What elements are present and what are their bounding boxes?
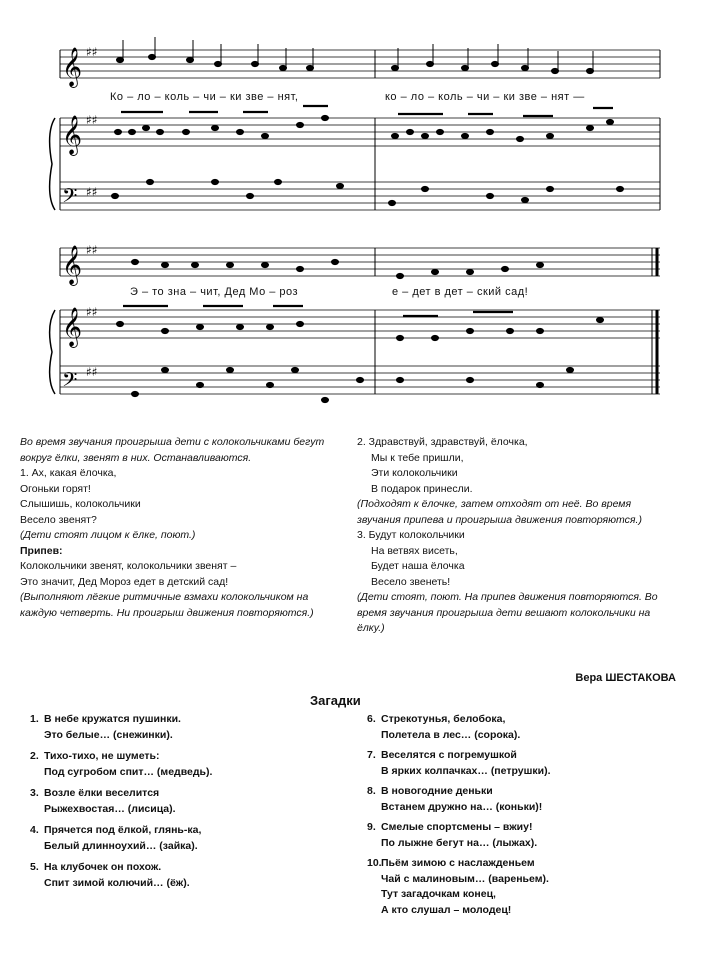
riddle-line	[30, 728, 212, 744]
riddle-text: Тихо-тихо, не шуметь:	[44, 750, 160, 762]
lyrics-line2-b: е – дет в дет – ский сад!	[392, 286, 529, 298]
riddle-line	[367, 856, 551, 872]
stage-note: (Выполняют лёгкие ритмичные взмахи колокольчиком на каждую четверть. Ни проигрыш движения повторяются.)	[20, 591, 314, 619]
riddle-line	[367, 748, 551, 764]
riddle-line	[367, 820, 551, 836]
riddle-line	[367, 784, 551, 800]
verse-line: 1. Ах, какая ёлочка,	[20, 467, 117, 479]
riddle-item	[367, 856, 551, 918]
riddle-number: 9.	[367, 821, 376, 833]
riddle-text: Смелые спортсмены – вжиу!	[381, 821, 533, 833]
riddle-item	[30, 712, 212, 743]
riddle-text: Стрекотунья, белобока,	[381, 713, 506, 725]
verse-line: Будет наша ёлочка	[371, 560, 465, 572]
svg-text:𝄢: 𝄢	[62, 368, 78, 396]
riddle-text: Встанем дружно на… (коньки)!	[381, 800, 543, 813]
chorus-label: Припев:	[20, 544, 63, 557]
riddle-line	[30, 860, 212, 876]
verse-line: Эти колокольчики	[371, 467, 458, 479]
riddle-text: Прячется под ёлкой, глянь-ка,	[44, 824, 202, 836]
chorus-line: Колокольчики звенят, колокольчики звенят –	[20, 560, 237, 572]
riddle-text: На клубочек он похож.	[44, 861, 162, 873]
riddle-line	[30, 876, 212, 892]
verse-line: На ветвях висеть,	[371, 544, 458, 557]
riddle-item	[367, 784, 551, 815]
riddle-number: 2.	[30, 750, 39, 762]
riddle-line	[30, 712, 212, 728]
bass-clef-icon: 𝄢	[62, 184, 78, 212]
riddle-text: Спит зимой колючий… (ёж).	[44, 876, 190, 889]
riddle-item	[367, 820, 551, 851]
riddle-number: 4.	[30, 824, 39, 836]
riddle-text: Полетела в лес… (сорока).	[381, 728, 521, 741]
riddle-line	[367, 764, 551, 780]
stage-note: (Подходят к ёлочке, затем отходят от неё. Во время звучания припева и проигрыша движения повторяются.)	[357, 498, 642, 526]
riddle-line	[30, 823, 212, 839]
riddle-number: 7.	[367, 749, 376, 761]
lyrics-line1-b: ко – ло – коль – чи – ки зве – нят —	[385, 91, 585, 103]
svg-text:♯♯: ♯♯	[86, 365, 98, 379]
svg-text:𝄞: 𝄞	[62, 307, 83, 347]
riddle-text: Пьём зимою с наслажденьем	[381, 857, 535, 869]
riddle-text: Под сугробом спит… (медведь).	[44, 765, 213, 778]
verse-line: Слышишь, колокольчики	[20, 498, 141, 510]
riddle-line	[367, 712, 551, 728]
riddle-line	[30, 786, 212, 802]
verse-line: В подарок принесли.	[371, 482, 473, 495]
riddle-number: 1.	[30, 713, 39, 725]
riddle-text: В небе кружатся пушинки.	[44, 713, 181, 725]
riddle-number: 3.	[30, 787, 39, 799]
chorus-line: Это значит, Дед Мороз едет в детский сад!	[20, 575, 229, 588]
riddle-item	[30, 749, 212, 780]
riddle-text: По лыжне бегут на… (лыжах).	[381, 836, 538, 849]
riddle-number: 6.	[367, 713, 376, 725]
riddle-text: Это белые… (снежинки).	[44, 728, 173, 741]
music-score	[0, 0, 716, 420]
riddle-text: А кто слушал – молодец!	[381, 903, 512, 916]
riddle-text: Возле ёлки веселится	[44, 787, 160, 799]
svg-text:𝄞: 𝄞	[62, 245, 83, 285]
svg-text:♯♯: ♯♯	[86, 305, 98, 319]
riddle-item	[30, 860, 212, 891]
riddle-line	[30, 765, 212, 781]
riddle-text: Веселятся с погремушкой	[381, 749, 517, 761]
riddle-line	[30, 749, 212, 765]
riddle-item	[30, 823, 212, 854]
svg-text:♯♯: ♯♯	[86, 243, 98, 257]
riddle-line	[30, 802, 212, 818]
riddle-line	[367, 872, 551, 888]
svg-text:♯♯: ♯♯	[86, 185, 98, 199]
riddle-line	[367, 887, 551, 903]
svg-text:♯♯: ♯♯	[86, 45, 98, 59]
riddle-number: 5.	[30, 861, 39, 873]
author: Вера ШЕСТАКОВА	[575, 672, 676, 684]
lyrics-line2-a: Э – то зна – чит, Дед Мо – роз	[130, 286, 299, 298]
riddle-number: 10.	[367, 857, 382, 869]
riddle-text: Чай с малиновым… (вареньем).	[381, 872, 549, 885]
riddle-text: Белый длинноухий… (зайка).	[44, 839, 198, 852]
riddle-item	[367, 748, 551, 779]
riddles-right	[367, 712, 551, 923]
riddle-text: Тут загадочкам конец,	[381, 888, 496, 900]
svg-text:♯♯: ♯♯	[86, 113, 98, 127]
riddle-text: В новогодние деньки	[381, 785, 493, 797]
riddle-item	[367, 712, 551, 743]
riddle-line	[367, 903, 551, 919]
intro-note: Во время звучания проигрыша дети с колокольчиками бегут вокруг ёлки, звенят в них. Останавливаются.	[20, 436, 325, 464]
treble-clef-icon: 𝄞	[62, 47, 83, 87]
riddles-left	[30, 712, 212, 897]
riddle-item	[30, 786, 212, 817]
left-column	[20, 435, 340, 621]
right-column	[357, 435, 677, 637]
riddle-text: В ярких колпачках… (петрушки).	[381, 764, 551, 777]
riddle-line	[367, 728, 551, 744]
lyrics-line1-a: Ко – ло – коль – чи – ки зве – нят,	[110, 91, 299, 103]
svg-text:𝄞: 𝄞	[62, 115, 83, 155]
stage-note: (Дети стоят лицом к ёлке, поют.)	[20, 529, 196, 541]
verse-line: Весело звенят?	[20, 513, 97, 526]
riddle-line	[367, 800, 551, 816]
verse-line: Весело звенеть!	[371, 575, 451, 588]
riddle-text: Рыжехвостая… (лисица).	[44, 802, 176, 815]
riddle-line	[30, 839, 212, 855]
verse-line: 2. Здравствуй, здравствуй, ёлочка,	[357, 436, 528, 448]
verse-line: Мы к тебе пришли,	[371, 451, 464, 464]
verse-line: 3. Будут колокольчики	[357, 529, 465, 541]
verse-line: Огоньки горят!	[20, 482, 91, 495]
riddles-title: Загадки	[310, 693, 361, 708]
riddle-number: 8.	[367, 785, 376, 797]
riddle-line	[367, 836, 551, 852]
stage-note: (Дети стоят, поют. На припев движения повторяются. Во время звучания проигрыша дети вешают колокольчики на ёлку.)	[357, 591, 658, 634]
